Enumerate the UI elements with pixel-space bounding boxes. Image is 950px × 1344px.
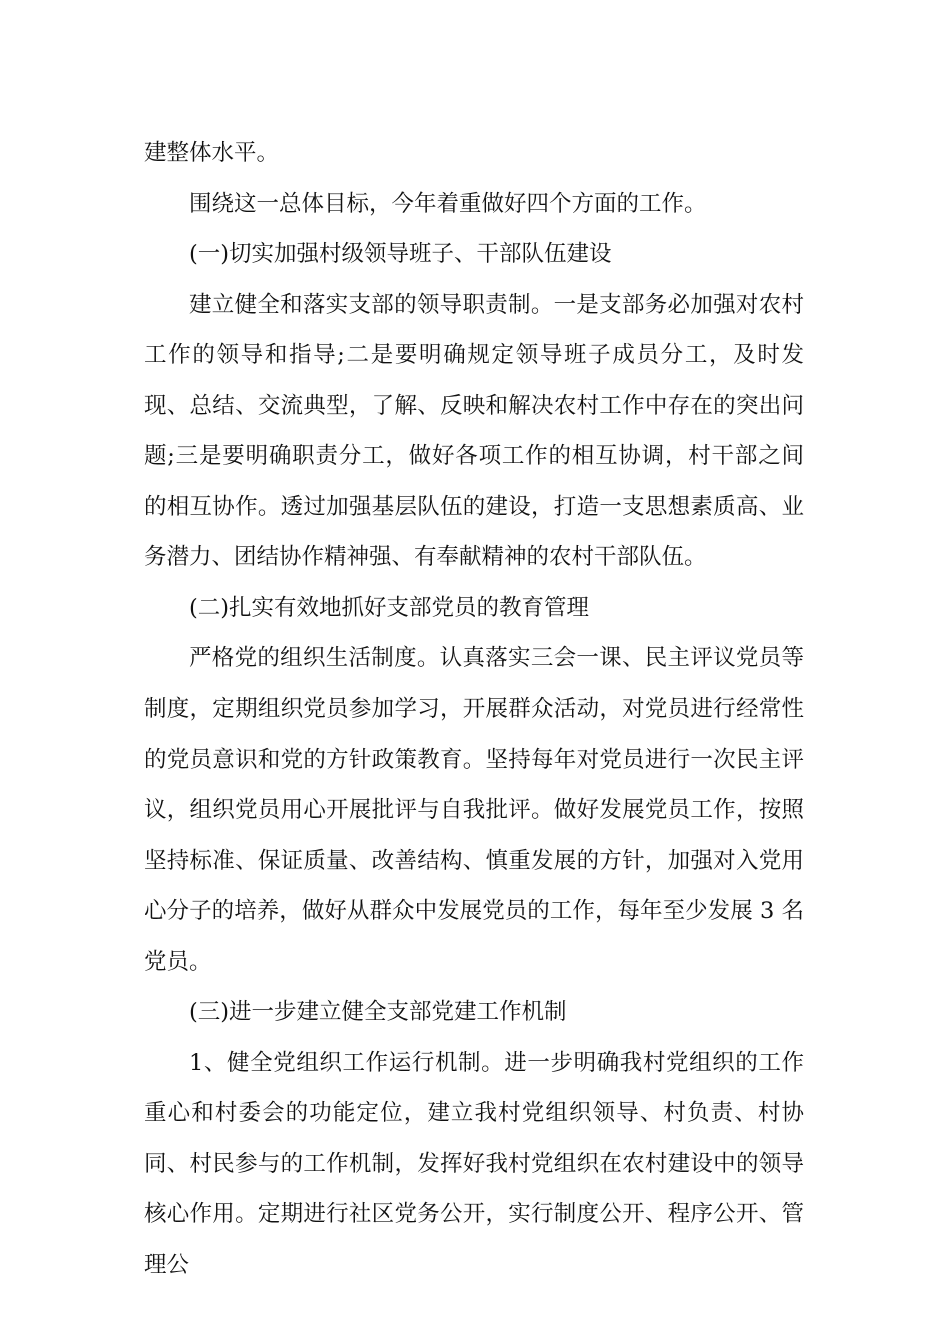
paragraph-overview: 围绕这一总体目标，今年着重做好四个方面的工作。 <box>189 190 707 217</box>
paragraph-continuation: 建整体水平。 <box>144 140 280 166</box>
section-heading-1: (一)切实加强村级领导班子、干部队伍建设 <box>189 241 612 268</box>
section-heading-3: (三)进一步建立健全支部党建工作机制 <box>189 999 567 1026</box>
paragraph-section-1: 建立健全和落实支部的领导职责制。一是支部务必加强对农村工作的领导和指导;二是要明确规定领导班子成员分工，及时发现、总结、交流典型，了解、反映和解决农村工作中存在的突出问题;三是要明确职责分工，做好各项工作的相互协调，村干部之间的相互协作。透过加强基层队伍的建设，打造一支思想素质高、业务潜力、团结协作精神强、有奉献精神的农村干部队伍。 <box>144 291 804 571</box>
paragraph-section-2: 严格党的组织生活制度。认真落实三会一课、民主评议党员等制度，定期组织党员参加学习，开展群众活动，对党员进行经常性的党员意识和党的方针政策教育。坚持每年对党员进行一次民主评议，组织党员用心开展批评与自我批评。做好发展党员工作，按照坚持标准、保证质量、改善结构、慎重发展的方针，加强对入党用心分子的培养，做好从群众中发展党员的工作，每年至少发展 3 名党员。 <box>144 645 804 975</box>
paragraph-section-3-item-1: 1、健全党组织工作运行机制。进一步明确我村党组织的工作重心和村委会的功能定位，建立我村党组织领导、村负责、村协同、村民参与的工作机制，发挥好我村党组织在农村建设中的领导核心作用。定期进行社区党务公开，实行制度公开、程序公开、管理公 <box>144 1049 804 1279</box>
document-body <box>144 128 804 1291</box>
section-heading-2: (二)扎实有效地抓好支部党员的教育管理 <box>189 594 590 621</box>
